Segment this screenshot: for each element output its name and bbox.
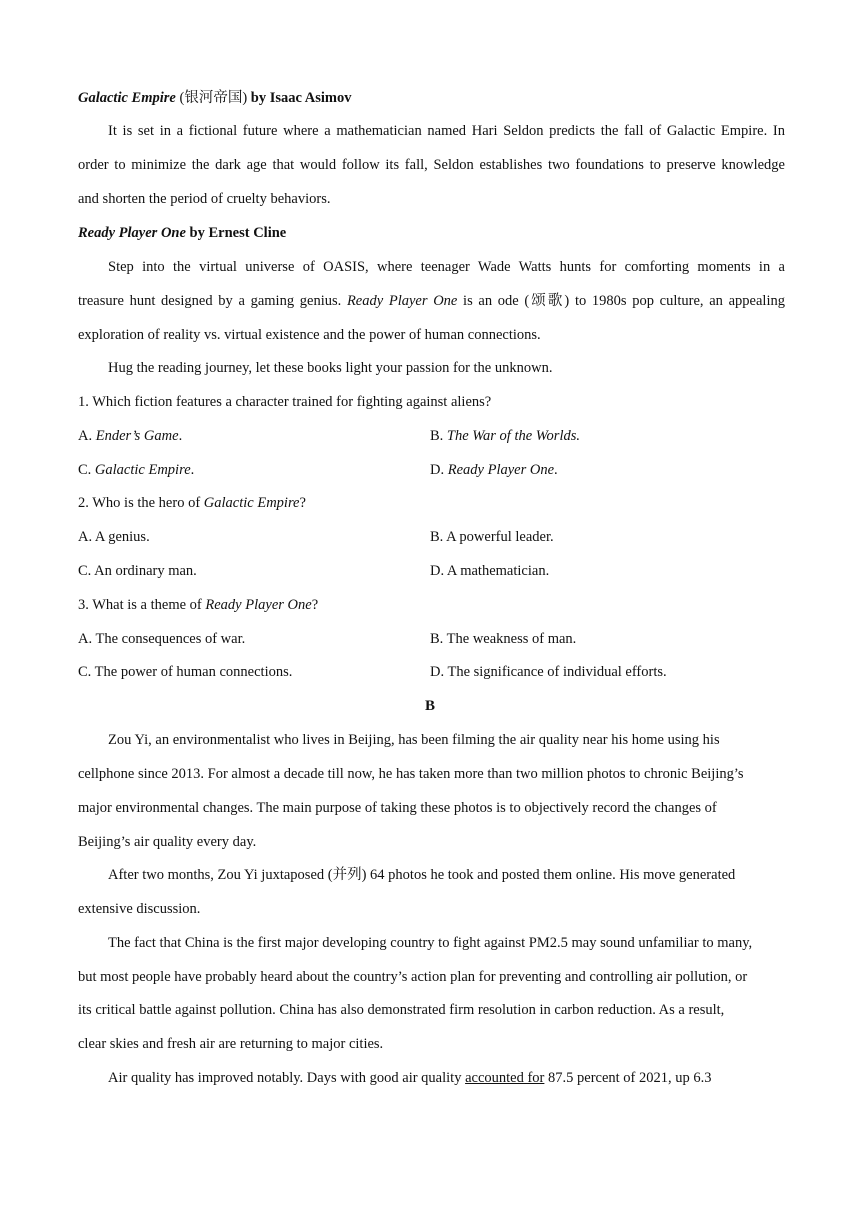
- option-c: C. The power of human connections.: [78, 664, 293, 680]
- book-title-inline: Galactic Empire: [203, 495, 300, 511]
- option-d: D. The significance of individual efforts.: [430, 664, 667, 680]
- paragraph-line: and shorten the period of cruelty behaviors.: [78, 191, 331, 207]
- paragraph-line: Zou Yi, an environmentalist who lives in Beijing, has been filming the air quality near his home using his: [108, 732, 720, 748]
- option-d: [430, 460, 558, 480]
- option-d: D. A mathematician.: [430, 563, 550, 579]
- book-author: by Ernest Cline: [189, 225, 287, 241]
- paragraph-line: [78, 291, 785, 311]
- option-letter: D.: [430, 462, 448, 478]
- option-letter: A.: [78, 428, 96, 444]
- option-c: [78, 460, 194, 480]
- paragraph-line: Step into the virtual universe of OASIS, where teenager Wade Watts hunts for comforting moments in a: [108, 259, 785, 275]
- paragraph-line: The fact that China is the first major developing country to fight against PM2.5 may sound unfamiliar to many,: [108, 935, 753, 951]
- text-run: is an ode (颂歌) to 1980s pop culture, an appealing: [457, 293, 785, 309]
- book-heading-galactic-empire: [78, 88, 352, 108]
- paragraph-line: cellphone since 2013. For almost a decade till now, he has taken more than two million photos to chronic Beijing’s: [78, 766, 744, 782]
- option-b: [430, 426, 580, 446]
- paragraph-line: major environmental changes. The main purpose of taking these photos is to objectively record the changes of: [78, 800, 717, 816]
- paragraph-line: extensive discussion.: [78, 901, 201, 917]
- closing-line: Hug the reading journey, let these books light your passion for the unknown.: [108, 360, 553, 376]
- option-a: [78, 426, 182, 446]
- option-text: Ready Player One: [447, 462, 555, 478]
- question-stem: [78, 595, 318, 615]
- question-stem: 1. Which fiction features a character trained for fighting against aliens?: [78, 394, 492, 410]
- option-a: A. The consequences of war.: [78, 631, 246, 647]
- option-c: C. An ordinary man.: [78, 563, 197, 579]
- text-run: ?: [299, 495, 306, 511]
- paragraph-line: Beijing’s air quality every day.: [78, 834, 257, 850]
- book-title-inline: Ready Player One: [205, 597, 312, 613]
- book-title-inline: Ready Player One: [346, 293, 458, 309]
- option-text: Ender’s Game: [95, 428, 179, 444]
- paragraph-line: clear skies and fresh air are returning to major cities.: [78, 1036, 384, 1052]
- option-text: Galactic Empire: [94, 462, 191, 478]
- paragraph-line: its critical battle against pollution. China has also demonstrated firm resolution in carbon reduction. As a result,: [78, 1002, 725, 1018]
- paragraph-line: After two months, Zou Yi juxtaposed (并列) 64 photos he took and posted them online. His move generated: [108, 867, 736, 883]
- book-title: Ready Player One: [78, 225, 186, 241]
- underlined-phrase: accounted for: [465, 1070, 545, 1086]
- paragraph-line: order to minimize the dark age that would follow its fall, Seldon establishes two foundations to preserve knowledge: [78, 157, 785, 173]
- section-heading-b: B: [424, 698, 435, 714]
- text-run: 2. Who is the hero of: [78, 495, 204, 511]
- paragraph-line: It is set in a fictional future where a mathematician named Hari Seldon predicts the fall of Galactic Empire. In: [108, 123, 785, 139]
- option-b: B. The weakness of man.: [430, 631, 577, 647]
- option-end: .: [178, 428, 183, 444]
- option-a: A. A genius.: [78, 529, 150, 545]
- text-run: 3. What is a theme of: [78, 597, 206, 613]
- book-author: by Isaac Asimov: [250, 90, 352, 106]
- text-run: Air quality has improved notably. Days with good air quality: [108, 1070, 466, 1086]
- text-run: treasure hunt designed by a gaming genius.: [78, 293, 347, 309]
- paragraph-line: but most people have probably heard about the country’s action plan for preventing and controlling air pollution, or: [78, 969, 748, 985]
- book-heading-ready-player-one: [78, 223, 286, 243]
- text-run: ?: [311, 597, 319, 613]
- paragraph-line: [108, 1068, 712, 1088]
- option-end: .: [190, 462, 195, 478]
- option-text: The War of the Worlds.: [446, 428, 580, 444]
- book-title: Galactic Empire: [78, 90, 176, 106]
- text-run: 87.5 percent of 2021, up 6.3: [544, 1070, 712, 1086]
- option-letter: B.: [430, 428, 447, 444]
- paragraph-line: exploration of reality vs. virtual existence and the power of human connections.: [78, 327, 541, 343]
- option-end: .: [554, 462, 558, 478]
- option-b: B. A powerful leader.: [430, 529, 554, 545]
- question-stem: [78, 493, 306, 513]
- book-title-note: (银河帝国): [179, 90, 248, 106]
- option-letter: C.: [78, 462, 95, 478]
